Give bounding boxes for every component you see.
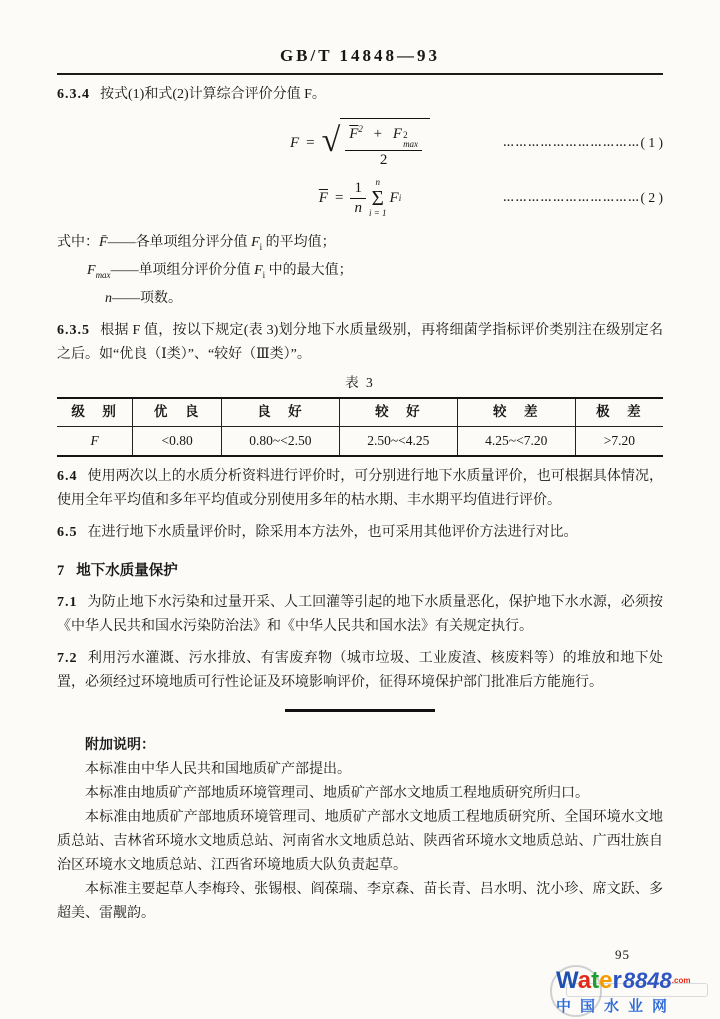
- row-label: F: [90, 432, 99, 448]
- formula-2: $\overline{F}$ = $\frac{1}{n}$ n Σ i = 1 F i …………………………… ( 2 ): [318, 177, 663, 218]
- page-number: 95: [615, 947, 630, 962]
- f-max: F: [392, 125, 403, 142]
- table-header-row: [57, 398, 663, 427]
- clause-6-5: 6.5 在进行地下水质量评价时，除采用本方法外，也可采用其他评价方法进行对比。: [57, 524, 578, 540]
- additional-notes: [57, 734, 663, 926]
- f-bar: $\overline{F}$: [318, 190, 328, 206]
- header-rule: [57, 73, 663, 75]
- centralized-by-line: 本标准由地质矿产部地质环境管理司、地质矿产部水文地质工程地质研究所归口。: [85, 785, 589, 801]
- drafting-organizations: 本标准由地质矿产部地质环境管理司、地质矿产部水文地质工程地质研究所、全国环境水文地质总站、吉林省环境水文地质总站、河南省水文地质总站、陕西省环境水文地质总站、广西壮族自治区环境水文地质总站、江西省环境地质大队负责起草。: [57, 809, 663, 873]
- water-wordmark: Water: [556, 967, 622, 994]
- equals-sign: =: [306, 135, 315, 151]
- clause-7-1: 7.1 为防止地下水污染和过量开采、人工回灌等引起的地下水质量恶化，保护地下水水源，必须按《中华人民共和国水污染防治法》和《中华人民共和国水法》有关规定执行。: [57, 594, 663, 634]
- col-header: 级 别: [57, 398, 133, 427]
- f-bar: F: [349, 125, 359, 142]
- col-header: 较 好: [339, 398, 457, 427]
- table-3: [57, 397, 663, 457]
- drafters-line: 本标准主要起草人李梅玲、张锡根、阎葆瑞、李京森、苗长青、吕水明、沈小珍、席文跃、多超美、雷觏韵。: [57, 881, 663, 921]
- section-divider: [285, 709, 435, 712]
- summand: F: [389, 190, 399, 206]
- clause-6-3-4: [57, 83, 663, 107]
- where-line-3: n —— 项数。: [105, 290, 182, 306]
- formula-2-number: ( 2 ): [640, 190, 663, 205]
- formula-1: [57, 115, 663, 171]
- table-cell: <0.80: [133, 427, 222, 456]
- col-header: 良 好: [221, 398, 339, 427]
- equals-sign: =: [334, 190, 344, 206]
- formula-1-number: ( 1 ): [640, 135, 663, 150]
- standard-number-header: GB/T 14848—93: [279, 46, 441, 65]
- site-name-chinese: 中国水业网: [556, 998, 677, 1015]
- table-cell: 2.50~<4.25: [339, 427, 457, 456]
- symbol-definitions: [57, 231, 663, 311]
- clause-number: 6.3.4: [57, 87, 90, 102]
- proposed-by-line: 本标准由中华人民共和国地质矿产部提出。: [85, 761, 351, 777]
- col-header: 优 良: [133, 398, 222, 427]
- wordmark-dotcom: .com: [671, 976, 691, 985]
- summation: n Σ i = 1: [368, 177, 387, 218]
- clause-7-2: 7.2 利用污水灌溉、污水排放、有害废弃物（城市垃圾、工业废渣、核废料等）的堆放和地下处置，必须经过环境地质可行性论证及环境影响评价，征得环境保护部门批准后方能施行。: [57, 650, 663, 690]
- additional-notes-title: 附加说明：: [85, 737, 155, 753]
- plus-sign: +: [373, 125, 383, 142]
- table-row: [57, 427, 663, 456]
- formula-lhs: F: [289, 135, 300, 151]
- clause-6-4: 6.4 使用两次以上的水质分析资料进行评价时，可分别进行地下水质量评价，也可根据具体情况，使用全年平均值和多年平均值或分别使用多年的枯水期、丰水期平均值进行评价。: [57, 468, 663, 508]
- table-cell: 0.80~<2.50: [221, 427, 339, 456]
- clause-6-3-5: 6.3.5 根据 F 值，按以下规定(表 3)划分地下水质量级别，再将细菌学指标评价类别注在级别定名之后。如“优良（Ⅰ类）”、“较好（Ⅲ类）”。: [57, 322, 663, 362]
- wordmark-8848: 8848: [622, 968, 672, 993]
- radical-icon: √: [321, 122, 341, 159]
- section-7-heading: 7 地下水质量保护: [57, 562, 178, 579]
- table-3-caption: 表 3: [345, 374, 375, 390]
- sigma-icon: Σ: [371, 186, 384, 210]
- table-cell: 4.25~<7.20: [457, 427, 575, 456]
- dotted-leader: ……………………………: [503, 137, 641, 149]
- water8848-watermark-logo: [556, 969, 716, 1015]
- where-line-1: 式中： F̄ —— 各单项组分评分值 $F_i$ 的平均值；: [57, 235, 336, 252]
- col-header: 较 差: [457, 398, 575, 427]
- table-cell: >7.20: [575, 427, 663, 456]
- square-root: √ $F^2 + F$ 2 max 2: [322, 118, 430, 169]
- clause-text: 按式(1)和式(2)计算综合评价分值 F。: [100, 87, 326, 102]
- dotted-leader: ……………………………: [503, 192, 641, 204]
- col-header: 极 差: [575, 398, 663, 427]
- where-line-2: $F_{max}$ —— 单项组分评价分值 $F_i$ 中的最大值；: [87, 262, 353, 280]
